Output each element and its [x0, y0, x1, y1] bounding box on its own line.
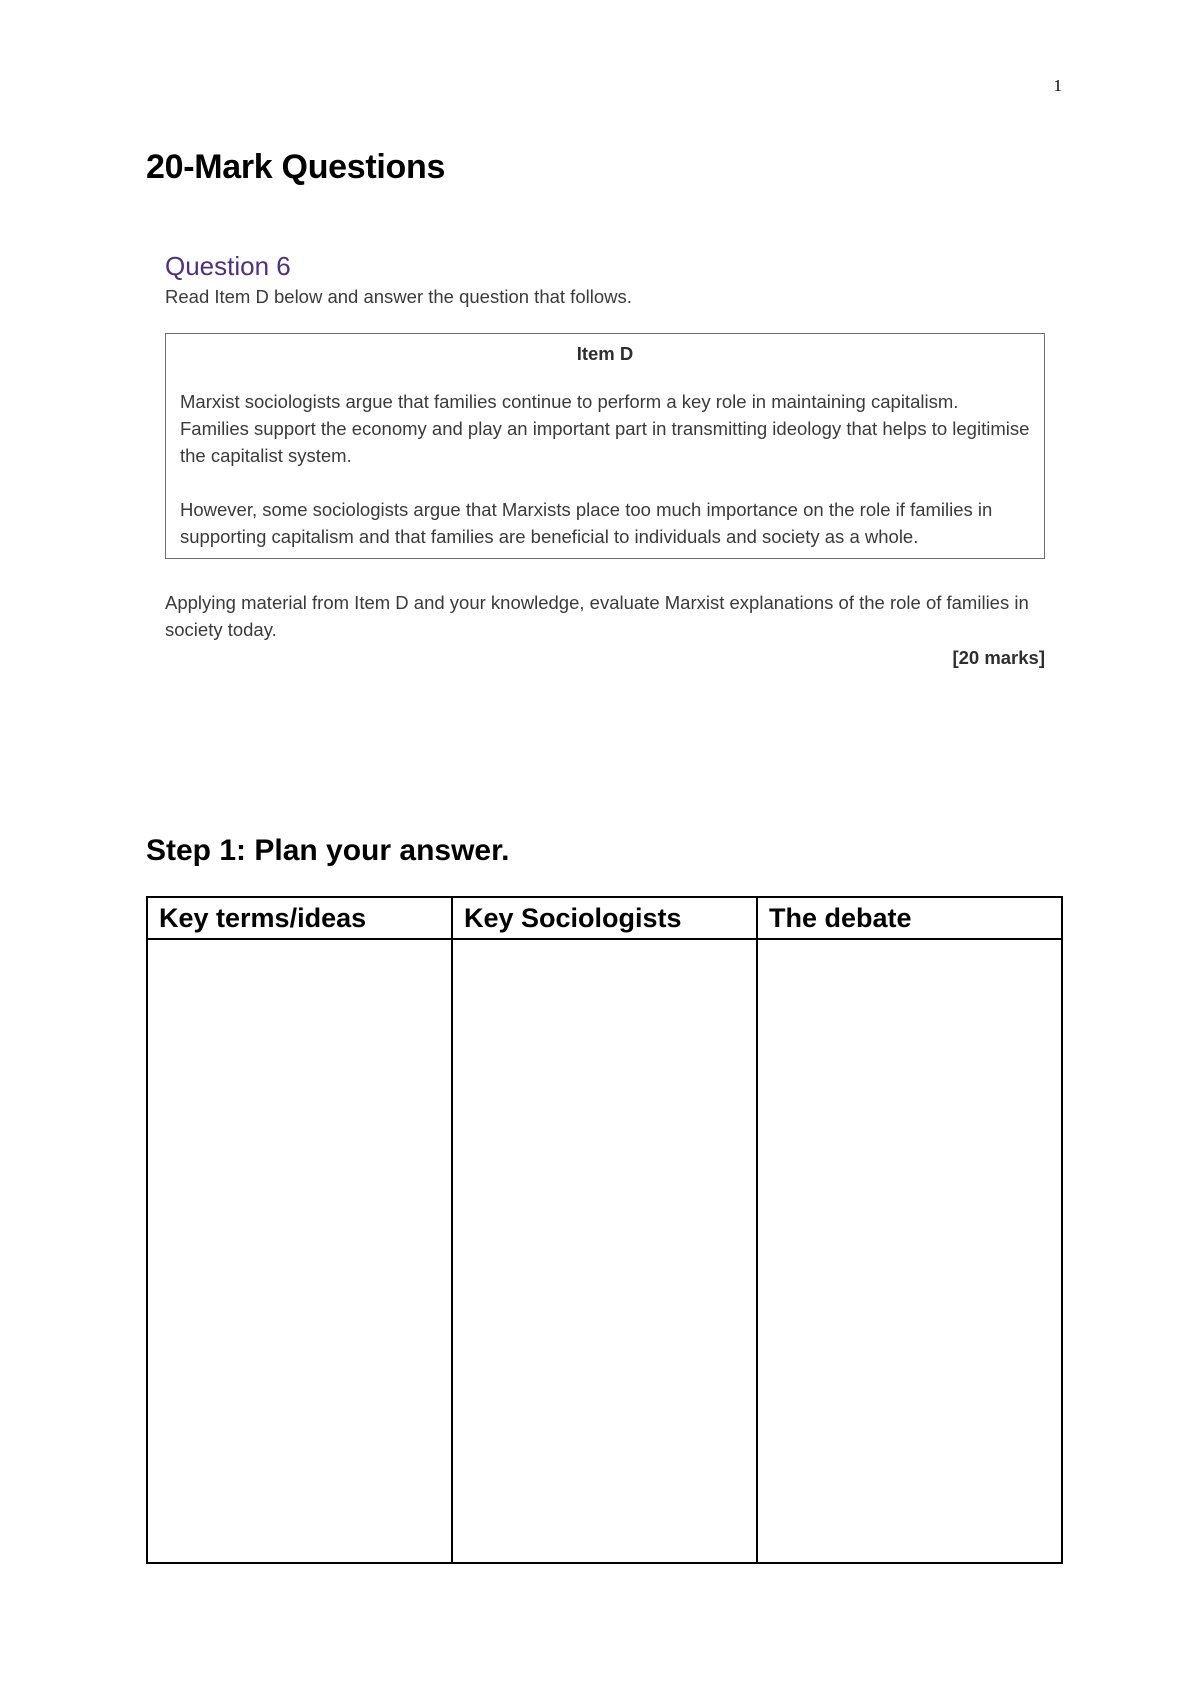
- marks-label: [20 marks]: [952, 647, 1045, 668]
- item-paragraph-2: However, some sociologists argue that Marxists place too much importance on the role if families in supporting capitalism and that families are beneficial to individuals and society as a whole.: [180, 499, 993, 547]
- question-heading: Question 6: [165, 251, 291, 281]
- question-instruction: Read Item D below and answer the question that follows.: [165, 286, 632, 307]
- column-header-the-debate: The debate: [757, 897, 1062, 939]
- plan-table-header-row: [147, 897, 1062, 939]
- question-task: Applying material from Item D and your knowledge, evaluate Marxist explanations of the role of families in society today.: [165, 592, 1029, 640]
- step-1-title: Step 1: Plan your answer.: [146, 834, 510, 867]
- key-sociologists-cell[interactable]: [452, 939, 757, 1563]
- item-d-box: [165, 333, 1045, 559]
- key-terms-cell[interactable]: [147, 939, 452, 1563]
- page-title: 20-Mark Questions: [146, 148, 446, 186]
- the-debate-cell[interactable]: [757, 939, 1062, 1563]
- column-header-key-sociologists: Key Sociologists: [452, 897, 757, 939]
- item-title: Item D: [576, 343, 634, 364]
- item-paragraph-1: Marxist sociologists argue that families continue to perform a key role in maintaining capitalism. Families support the economy and play an important part in transmitting ideology that helps to legitimise the capitalist system.: [180, 391, 1030, 466]
- plan-table: [146, 896, 1063, 1564]
- page-number: 1: [1053, 76, 1062, 95]
- plan-table-body-row: [147, 939, 1062, 1563]
- column-header-key-terms: Key terms/ideas: [147, 897, 452, 939]
- question-block: [165, 250, 1045, 673]
